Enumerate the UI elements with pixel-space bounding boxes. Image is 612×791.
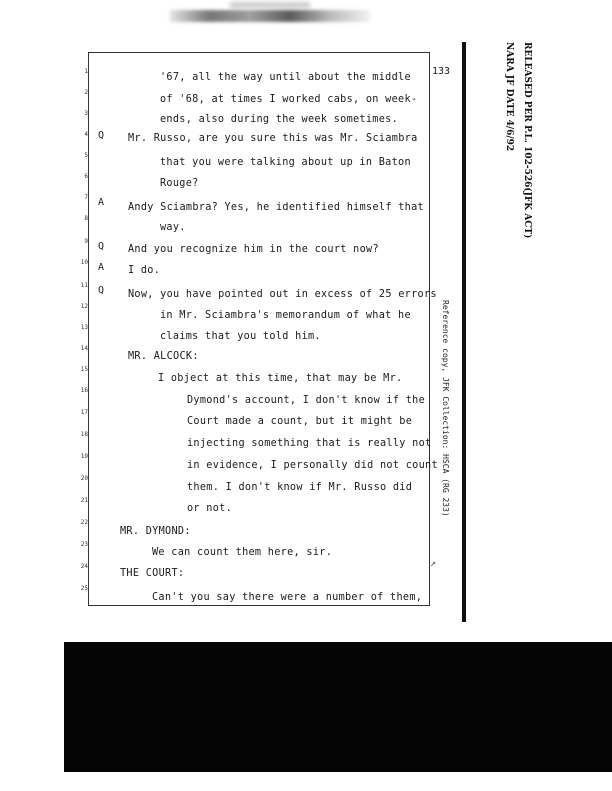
- reference-copy-note: Reference copy, JFK Collection: HSCA (RG 233): [441, 300, 450, 517]
- transcript-line: And you recognize him in the court now?: [128, 244, 379, 255]
- transcript-line: that you were talking about up in Baton: [160, 157, 411, 168]
- release-stamp: [470, 40, 540, 239]
- line-number: 5: [84, 152, 88, 159]
- speaker-marker: A: [98, 197, 105, 208]
- speaker-marker: A: [98, 262, 105, 273]
- transcript-line: ends, also during the week sometimes.: [160, 114, 399, 125]
- transcript-line: in Mr. Sciambra's memorandum of what he: [160, 310, 411, 321]
- line-number: 2: [84, 89, 88, 96]
- line-number: 15: [80, 366, 88, 373]
- scan-mark: ↗: [430, 558, 437, 569]
- line-number: 20: [80, 475, 88, 482]
- scan-smudge: [230, 2, 310, 8]
- line-number: 10: [80, 259, 88, 266]
- transcript-line: way.: [160, 222, 186, 233]
- transcript-line: I do.: [128, 265, 161, 276]
- line-number: 11: [80, 282, 88, 289]
- transcript-line: Now, you have pointed out in excess of 25 errors: [128, 289, 437, 300]
- stamp-line: RELEASED PER P.L. 102-526(JFK ACT): [522, 42, 532, 239]
- transcript-line: Court made a count, but it might be: [187, 416, 413, 427]
- transcript-line: Rouge?: [160, 178, 199, 189]
- line-number: 6: [84, 173, 88, 180]
- transcript-line: Andy Sciambra? Yes, he identified himself that: [128, 202, 424, 213]
- speaker-marker: Q: [98, 285, 105, 296]
- transcript-line: them. I don't know if Mr. Russo did: [187, 482, 413, 493]
- transcript-line: Can't you say there were a number of them,: [152, 592, 423, 603]
- line-number: 25: [80, 585, 88, 592]
- transcript-line: Mr. Russo, are you sure this was Mr. Sciambra: [128, 133, 418, 144]
- line-number: 18: [80, 431, 88, 438]
- transcript-line: in evidence, I personally did not count: [187, 460, 438, 471]
- transcript-line: We can count them here, sir.: [152, 547, 333, 558]
- transcript-line: I object at this time, that may be Mr.: [158, 373, 403, 384]
- transcript-line: injecting something that is really not: [187, 438, 432, 449]
- speaker-heading: MR. ALCOCK:: [128, 351, 199, 362]
- line-number: 24: [80, 563, 88, 570]
- line-number: 7: [84, 194, 88, 201]
- transcript-line: Dymond's account, I don't know if the: [187, 395, 426, 406]
- line-number: 19: [80, 453, 88, 460]
- transcript-line: or not.: [187, 503, 233, 514]
- line-number: 22: [80, 519, 88, 526]
- stamp-line: NARA JF DATE 4/6/92: [504, 42, 514, 152]
- scan-black-band: [64, 642, 612, 772]
- line-number: 17: [80, 409, 88, 416]
- page-number: 133: [432, 66, 451, 77]
- line-number: 12: [80, 303, 88, 310]
- line-number: 9: [84, 238, 88, 245]
- line-number: 1: [84, 68, 88, 75]
- transcript-line: '67, all the way until about the middle: [160, 72, 411, 83]
- line-number: 23: [80, 541, 88, 548]
- transcript-line: of '68, at times I worked cabs, on week-: [160, 94, 418, 105]
- speaker-marker: Q: [98, 241, 105, 252]
- line-number: 3: [84, 110, 88, 117]
- scan-edge-strip: [462, 42, 466, 622]
- line-number: 16: [80, 387, 88, 394]
- speaker-marker: Q: [98, 130, 105, 141]
- speaker-heading: MR. DYMOND:: [120, 526, 191, 537]
- line-number: 4: [84, 131, 88, 138]
- speaker-heading: THE COURT:: [120, 568, 185, 579]
- line-number: 14: [80, 345, 88, 352]
- line-number: 13: [80, 324, 88, 331]
- line-number: 8: [84, 215, 88, 222]
- transcript-line: claims that you told him.: [160, 331, 321, 342]
- scan-smudge: [170, 10, 370, 22]
- line-number: 21: [80, 497, 88, 504]
